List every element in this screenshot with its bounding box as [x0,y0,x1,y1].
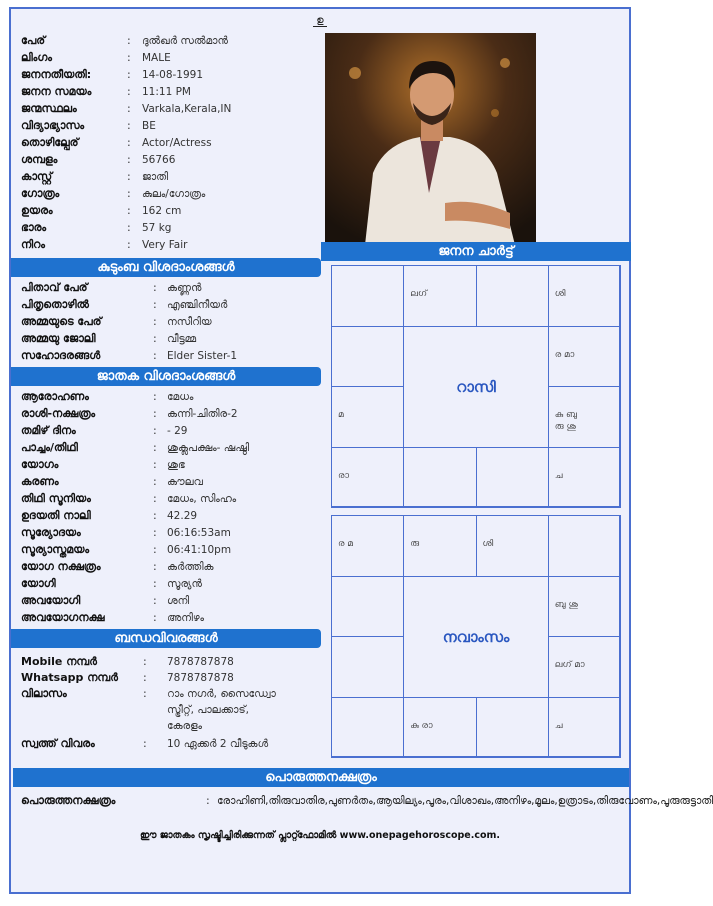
field-value: മേധം [167,391,194,403]
field-label: കരണം [21,475,59,488]
field-value: എഞ്ചിനീയർ [167,299,228,311]
field-value: BE [142,120,156,132]
colon: : [153,611,157,624]
field-value: ജാതി [142,171,169,183]
chart-cell [476,265,549,327]
chart-cell [476,447,549,509]
matching-value: രോഹിണി,തിരുവാതിര,പുണർതം,ആയില്യം,പൂരം,വിശാഖം,അനിഴം,മൂലം,ഉത്രാടം,തിരുവോണം,പൂരുരുട്ടാതി [217,795,713,807]
chart-cell [331,576,404,638]
field-value: കർത്തിക [167,561,214,573]
field-label: അമ്മയു ജോലി [21,332,96,345]
colon: : [143,655,147,668]
address-value: റാം നഗർ, സൈഡ്വോ സ്ട്രീറ്റ്, പാലക്കാട്, കേരളം [167,688,276,732]
colon: : [153,543,157,556]
colon: : [153,298,157,311]
field-value: 162 cm [142,205,182,217]
chart-cell: ലഗ് മാ [548,636,621,698]
colon: : [153,560,157,573]
field-value: ശനി [167,595,190,607]
chart-cell [331,326,404,388]
colon: : [153,577,157,590]
field-label: ഗോത്രം [21,187,60,200]
colon: : [143,687,147,700]
field-label: ഉദയതി നാലി [21,509,91,522]
chart-cell: ര മ [331,515,404,577]
field-value: 06:41:10pm [167,544,232,556]
field-label: പാച്ചം/തിഥി [21,441,78,454]
chart-cell: രാ [331,447,404,509]
colon: : [153,390,157,403]
field-value: ശുഭ [167,459,185,471]
field-value: നസീറിയ [167,316,212,328]
chart-cell [476,697,549,759]
colon: : [127,136,131,149]
field-label: ആരോഹണം [21,390,89,403]
field-value: Elder Sister-1 [167,350,238,362]
colon: : [153,441,157,454]
mobile-value: 7878787878 [167,656,234,668]
chart-center-label: റാസി [403,326,549,448]
colon: : [143,737,147,750]
field-value: - 29 [167,425,188,437]
field-value: Varkala,Kerala,IN [142,103,232,115]
field-label: സൂര്യോദയം [21,526,81,539]
colon: : [153,526,157,539]
matching-section-header: പൊരുത്തനക്ഷത്രം [13,768,629,787]
profile-photo [325,33,536,245]
chart-cell: കു ബു രു ശു [548,386,621,448]
colon: : [127,153,131,166]
colon: : [153,349,157,362]
contact-section-header: ബന്ധവിവരങ്ങൾ [11,629,321,648]
field-label: സഹോദരങ്ങൾ [21,349,101,362]
field-value: ശുക്ലപക്ഷം- ഷഷ്ഠി [167,442,250,454]
chart-cell [548,515,621,577]
field-value: 06:16:53am [167,527,231,539]
matching-label: പൊരുത്തനക്ഷത്രം [21,794,116,807]
footer-note: ഈ ജാതകം സൃഷ്ടിച്ചിരിക്കുന്നത് പ്ലാറ്റ്ഫോമിൽ www.onepagehoroscope.com. [139,830,501,841]
field-label: ഭാരം [21,221,47,234]
field-value: കുലം/ഗോത്രം [142,188,206,200]
field-label: ജനനതീയതി: [21,68,92,81]
colon: : [127,221,131,234]
field-label: ശമ്പളം [21,153,58,166]
colon: : [127,85,131,98]
chart-cell: ശി [548,265,621,327]
chart-center-label: നവാംസം [403,576,549,698]
field-value: 57 kg [142,222,172,234]
field-label: തൊഴില്പേര് [21,136,79,149]
field-label: നിറം [21,238,46,251]
colon: : [153,315,157,328]
colon: : [127,119,131,132]
birth-chart-header: ജനന ചാർട്ട് [321,242,631,261]
colon: : [127,102,131,115]
chart-cell [331,265,404,327]
colon: : [127,238,131,251]
colon: : [127,204,131,217]
chart-cell [403,447,476,509]
field-label: സൂര്യാസ്തമയം [21,543,90,556]
navamsa-chart [331,515,620,757]
colon: : [127,170,131,183]
chart-cell: ച [548,697,621,759]
chart-cell [331,636,404,698]
field-label: യോഗ നക്ഷത്രം [21,560,101,573]
field-value: MALE [142,52,171,64]
family-section-header: കുടുംബ വിശദാംശങ്ങൾ [11,258,321,277]
field-value: 11:11 PM [142,86,191,98]
field-label: പിതൃതൊഴിൽ [21,298,89,311]
colon: : [153,281,157,294]
colon: : [153,458,157,471]
chart-cell: കു രാ [403,697,476,759]
colon: : [153,332,157,345]
colon: : [127,187,131,200]
field-value: ദുൽഖർ സൽമാൻ [142,35,228,47]
colon: : [206,794,210,807]
horoscope-section-header: ജാതക വിശദാംശങ്ങൾ [11,367,321,386]
field-value: വീട്ടമ്മ [167,333,197,345]
property-value: 10 ഏക്കർ 2 വീടുകൾ [167,738,269,750]
colon: : [127,34,131,47]
field-label: വിദ്യാഭ്യാസം [21,119,85,132]
field-label: പിതാവ് പേര് [21,281,88,294]
chart-cell: ബു ശു [548,576,621,638]
field-value: 14-08-1991 [142,69,204,81]
field-label: ലിംഗം [21,51,53,64]
field-label: അമ്മയുടെ പേര് [21,315,102,328]
chart-cell: ര മാ [548,326,621,388]
field-label: അവയോഗി [21,594,81,607]
field-label: ഉയരം [21,204,53,217]
whatsapp-label: Whatsapp നമ്പർ [21,671,118,684]
colon: : [153,492,157,505]
colon: : [153,424,157,437]
address-label: വിലാസം [21,687,67,700]
field-value: 56766 [142,154,176,166]
chart-cell: ശി [476,515,549,577]
field-label: ജന്മസ്ഥലം [21,102,77,115]
chart-cell: രു [403,515,476,577]
field-value: മേധം, സിംഹം [167,493,237,505]
field-value: 42.29 [167,510,198,522]
field-label: പേര് [21,34,46,47]
field-value: Very Fair [142,239,188,251]
field-label: അവയോഗനക്ഷ [21,611,105,624]
field-value: കന്നി-ചിതിര-2 [167,408,238,420]
field-label: ജനന സമയം [21,85,92,98]
chart-cell: ച [548,447,621,509]
field-label: യോഗി [21,577,56,590]
field-value: Actor/Actress [142,137,212,149]
field-label: രാശി-നക്ഷത്രം [21,407,96,420]
colon: : [153,407,157,420]
birth-chart [331,265,620,507]
field-label: കാസ്റ്റ് [21,170,53,183]
colon: : [153,475,157,488]
property-label: സ്വത്ത് വിവരം [21,737,95,750]
chart-cell: മ [331,386,404,448]
colon: : [153,509,157,522]
chart-cell: ലഗ് [403,265,476,327]
horoscope-sheet [9,7,713,894]
top-mark: ഉ [11,15,629,26]
field-label: യോഗം [21,458,59,471]
colon: : [127,51,131,64]
field-label: തിഥി സൂനിയം [21,492,91,505]
field-value: അനിഴം [167,612,205,624]
field-value: കൗലവ [167,476,203,488]
field-value: സൂര്യൻ [167,578,202,590]
mobile-label: Mobile നമ്പർ [21,655,97,668]
field-label: തമിഴ് ദിനം [21,424,76,437]
chart-cell [331,697,404,759]
whatsapp-value: 7878787878 [167,672,234,684]
field-value: കണ്ണൻ [167,282,202,294]
colon: : [143,671,147,684]
colon: : [153,594,157,607]
colon: : [127,68,131,81]
